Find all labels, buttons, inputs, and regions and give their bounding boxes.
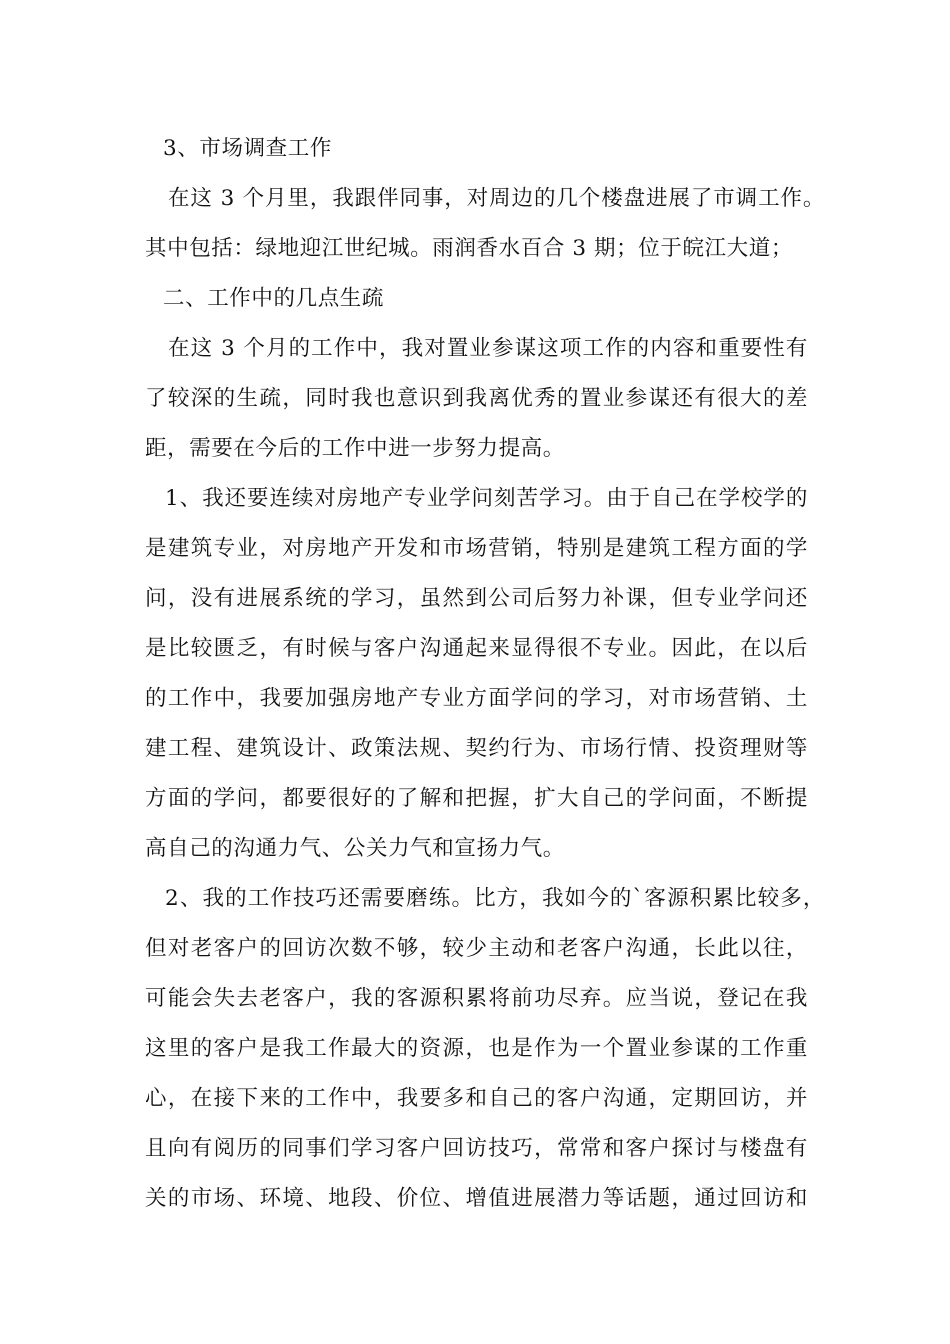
paragraph-line: 是比较匮乏，有时候与客户沟通起来显得很不专业。因此，在以后 [145,636,808,661]
paragraph-line: 这里的客户是我工作最大的资源，也是作为一个置业参谋的工作重 [145,1036,808,1061]
paragraph-line: 在这 3 个月的工作中，我对置业参谋这项工作的内容和重要性有 [168,336,808,361]
paragraph-line: 1、我还要连续对房地产专业学问刻苦学习。由于自己在学校学的 [165,486,808,511]
paragraph-line: 2、我的工作技巧还需要磨练。比方，我如今的`客源积累比较多， [165,886,825,911]
paragraph-line: 心，在接下来的工作中，我要多和自己的客户沟通，定期回访，并 [145,1086,808,1111]
paragraph-line: 在这 3 个月里，我跟伴同事，对周边的几个楼盘进展了市调工作。 [168,186,825,211]
section-heading-market-survey: 3、市场调查工作 [163,136,332,161]
paragraph-line: 的工作中，我要加强房地产专业方面学问的学习，对市场营销、土 [145,686,808,711]
paragraph-line: 可能会失去老客户，我的客源积累将前功尽弃。应当说，登记在我 [145,986,808,1011]
section-heading-understanding: 二、工作中的几点生疏 [163,286,385,311]
paragraph-line: 了较深的生疏，同时我也意识到我离优秀的置业参谋还有很大的差 [145,386,808,411]
paragraph-line: 是建筑专业，对房地产开发和市场营销，特别是建筑工程方面的学 [145,536,808,561]
paragraph-line: 方面的学问，都要很好的了解和把握，扩大自己的学问面，不断提 [145,786,808,811]
paragraph-line: 建工程、建筑设计、政策法规、契约行为、市场行情、投资理财等 [145,736,808,761]
paragraph-line: 其中包括：绿地迎江世纪城。雨润香水百合 3 期；位于皖江大道； [145,236,793,261]
paragraph-line: 问，没有进展系统的学习，虽然到公司后努力补课，但专业学问还 [145,586,808,611]
paragraph-line: 距，需要在今后的工作中进一步努力提高。 [145,436,565,461]
paragraph-line: 但对老客户的回访次数不够，较少主动和老客户沟通，长此以往， [145,936,808,961]
paragraph-line: 且向有阅历的同事们学习客户回访技巧，常常和客户探讨与楼盘有 [145,1136,808,1161]
paragraph-line: 关的市场、环境、地段、价位、增值进展潜力等话题，通过回访和 [145,1186,808,1211]
paragraph-line: 高自己的沟通力气、公关力气和宣扬力气。 [145,836,565,861]
